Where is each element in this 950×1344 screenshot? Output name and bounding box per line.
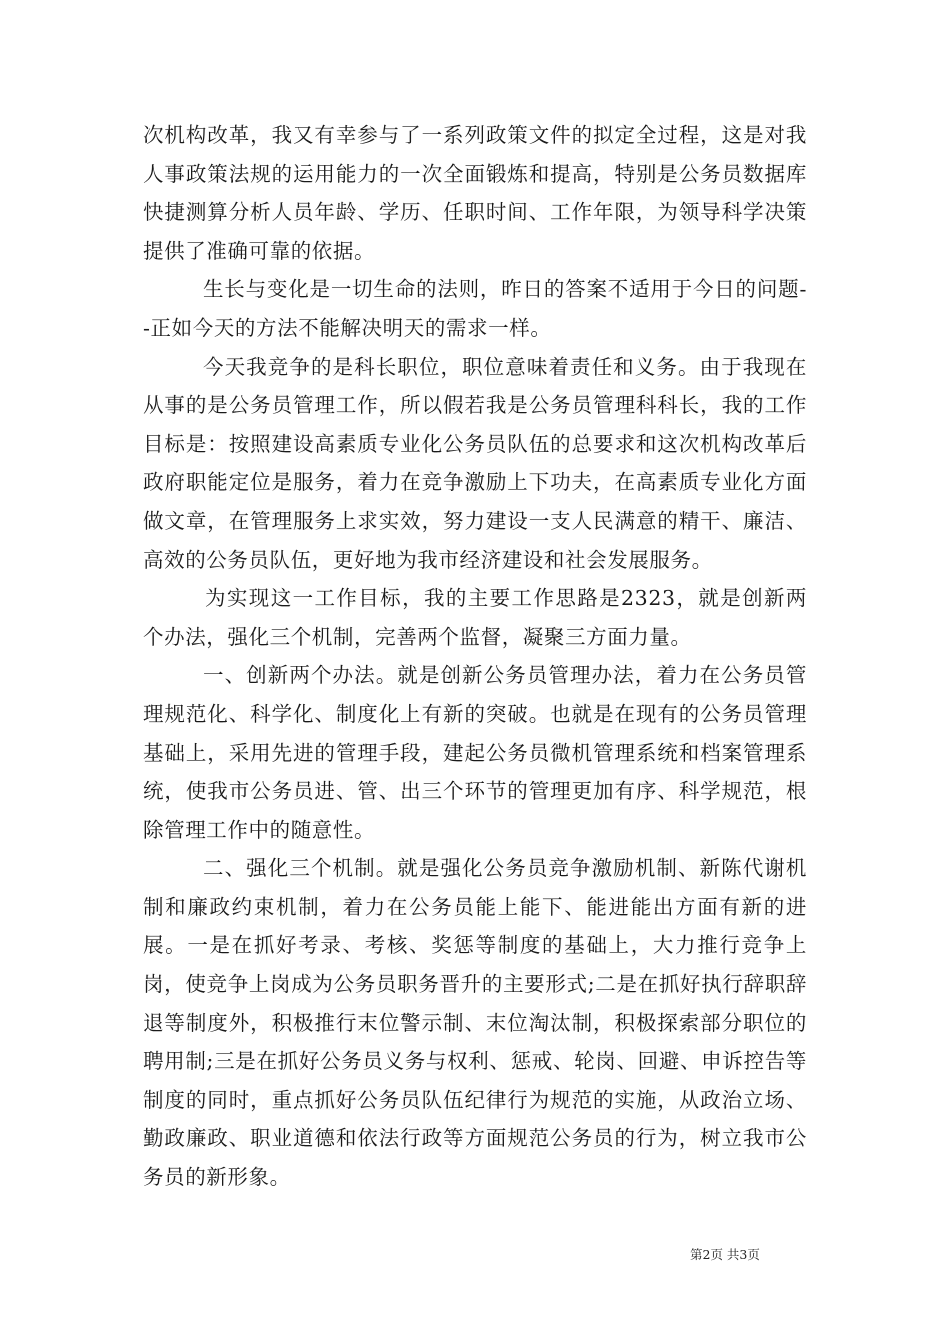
paragraph-growth-change: 生长与变化是一切生命的法则，昨日的答案不适用于今日的问题--正如今天的方法不能解决明天的需求一样。	[143, 277, 807, 340]
paragraph-work-goal: 今天我竞争的是科长职位，职位意味着责任和义务。由于我现在从事的是公务员管理工作，所以假若我是公务员管理科科长，我的工作目标是：按照建设高素质专业化公务员队伍的总要求和这次机构改革后政府职能定位是服务，着力在竞争激励上下功夫，在高素质专业化方面做文章，在管理服务上求实效，努力建设一支人民满意的精干、廉洁、高效的公务员队伍，更好地为我市经济建设和社会发展服务。	[143, 354, 807, 572]
page-number-footer: 第2页 共3页	[690, 1247, 760, 1262]
paragraph-work-approach: 为实现这一工作目标，我的主要工作思路是2323，就是创新两个办法，强化三个机制，完善两个监督，凝聚三方面力量。	[143, 586, 807, 649]
paragraph-section-one: 一、创新两个办法。就是创新公务员管理办法，着力在公务员管理规范化、科学化、制度化上有新的突破。也就是在现有的公务员管理基础上，采用先进的管理手段，建起公务员微机管理系统和档案管理系统，使我市公务员进、管、出三个环节的管理更加有序、科学规范，根除管理工作中的随意性。	[143, 663, 807, 842]
paragraph-section-two: 二、强化三个机制。就是强化公务员竞争激励机制、新陈代谢机制和廉政约束机制，着力在公务员能上能下、能进能出方面有新的进展。一是在抓好考录、考核、奖惩等制度的基础上，大力推行竞争上岗，使竞争上岗成为公务员职务晋升的主要形式;二是在抓好执行辞职辞退等制度外，积极推行末位警示制、末位淘汰制，积极探索部分职位的聘用制;三是在抓好公务员义务与权利、惩戒、轮岗、回避、申诉控告等制度的同时，重点抓好公务员队伍纪律行为规范的实施，从政治立场、勤政廉政、职业道德和依法行政等方面规范公务员的行为，树立我市公务员的新形象。	[143, 856, 807, 1190]
document-body	[143, 116, 807, 1197]
paragraph-continued: 次机构改革，我又有幸参与了一系列政策文件的拟定全过程，这是对我人事政策法规的运用能力的一次全面锻炼和提高，特别是公务员数据库快捷测算分析人员年龄、学历、任职时间、工作年限，为领导科学决策提供了准确可靠的依据。	[143, 123, 807, 263]
